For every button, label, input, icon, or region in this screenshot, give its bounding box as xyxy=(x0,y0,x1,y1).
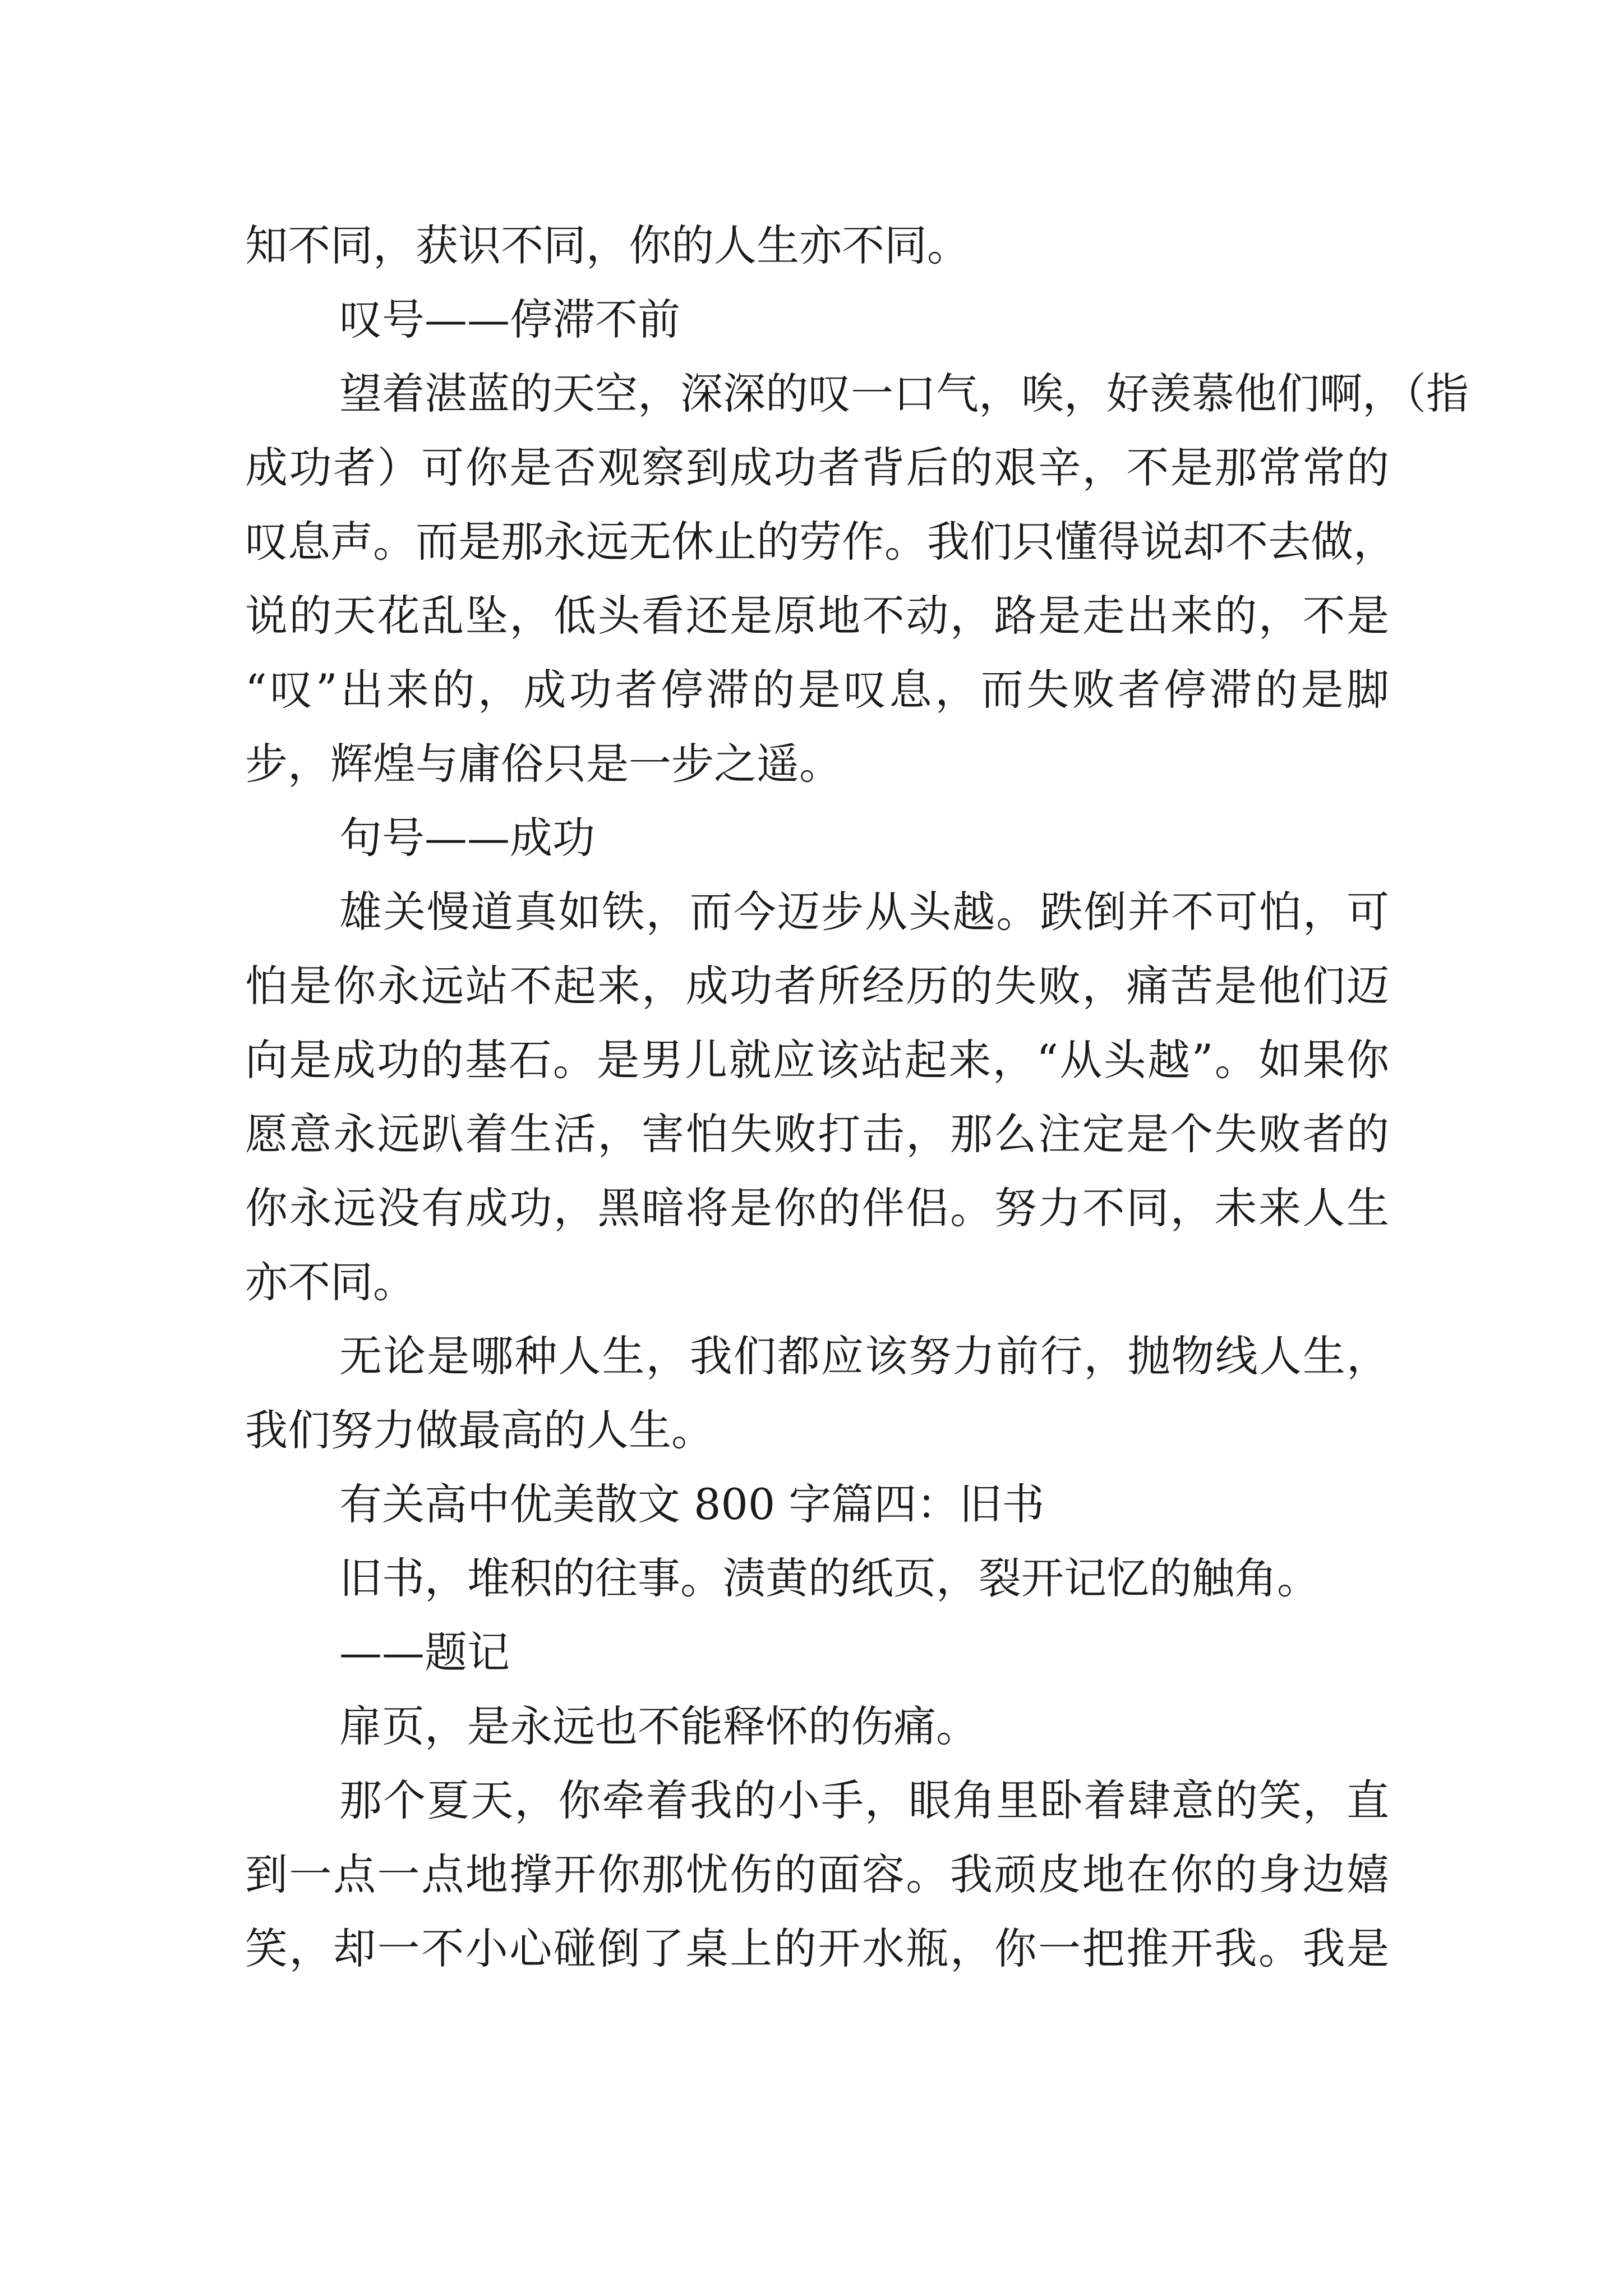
text-line: 愿意永远趴着生活，害怕失败打击，那么注定是个失败者的 xyxy=(245,1109,1389,1159)
section-heading: 句号——成功 xyxy=(339,813,595,863)
text-line: 扉页，是永远也不能释怀的伤痛。 xyxy=(339,1701,979,1751)
text-line: 成功者）可你是否观察到成功者背后的艰辛，不是那常常的 xyxy=(245,443,1389,493)
text-line: 怕是你永远站不起来，成功者所经历的失败，痛苦是他们迈 xyxy=(245,961,1389,1011)
text-line: 雄关慢道真如铁，而今迈步从头越。跌倒并不可怕，可 xyxy=(339,887,1389,937)
text-line: 笑，却一不小心碰倒了桌上的开水瓶，你一把推开我。我是 xyxy=(245,1924,1389,1973)
text-line: 向是成功的基石。是男儿就应该站起来，“从头越”。如果你 xyxy=(245,1035,1389,1085)
text-line: 无论是哪种人生，我们都应该努力前行，抛物线人生， xyxy=(339,1331,1389,1381)
section-heading: 叹号——停滞不前 xyxy=(339,295,680,344)
text-line: 亦不同。 xyxy=(245,1257,416,1307)
text-line: 那个夏天，你牵着我的小手，眼角里卧着肆意的笑，直 xyxy=(339,1775,1389,1825)
text-line: 我们努力做最高的人生。 xyxy=(245,1405,714,1455)
text-line: “叹”出来的，成功者停滞的是叹息，而失败者停滞的是脚 xyxy=(245,665,1389,715)
text-line: 旧书，堆积的往事。渍黄的纸页，裂开记忆的触角。 xyxy=(339,1553,1320,1603)
article-title: 有关高中优美散文 800 字篇四：旧书 xyxy=(339,1479,1045,1529)
text-line: 望着湛蓝的天空，深深的叹一口气，唉，好羡慕他们啊，（指 xyxy=(339,369,1469,418)
text-line: 叹息声。而是那永远无休止的劳作。我们只懂得说却不去做， xyxy=(245,517,1396,567)
text-line: 步，辉煌与庸俗只是一步之遥。 xyxy=(245,739,842,789)
text-line: 说的天花乱坠，低头看还是原地不动，路是走出来的，不是 xyxy=(245,591,1389,641)
text-line: 你永远没有成功，黑暗将是你的伴侣。努力不同，未来人生 xyxy=(245,1183,1389,1233)
epigraph-attribution: ——题记 xyxy=(339,1627,510,1677)
text-line: 到一点一点地撑开你那忧伤的面容。我顽皮地在你的身边嬉 xyxy=(245,1849,1389,1899)
text-line: 知不同，获识不同，你的人生亦不同。 xyxy=(245,220,970,270)
